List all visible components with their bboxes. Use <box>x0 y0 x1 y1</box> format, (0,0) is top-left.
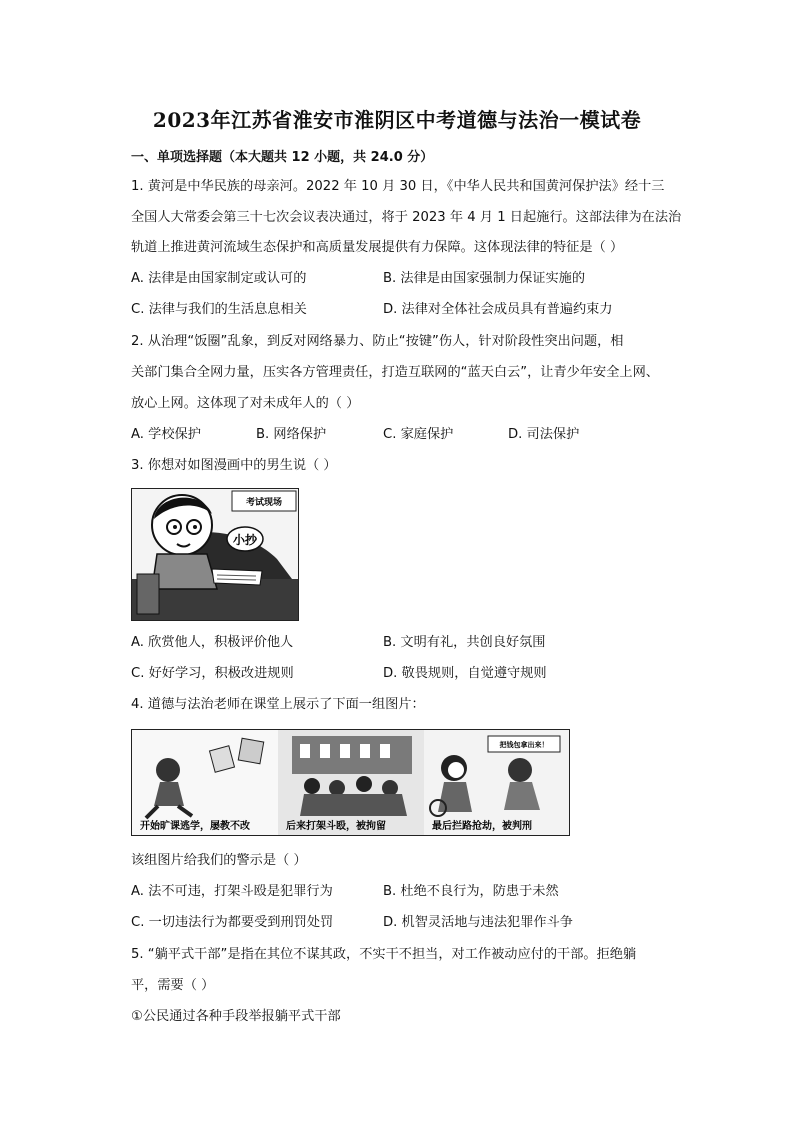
q4-option-c: C. 一切违法行为都要受到刑罚处罚 <box>131 915 334 930</box>
q3-line: 3. 你想对如图漫画中的男生说（ ） <box>131 458 337 473</box>
q1-option-b: B. 法律是由国家强制力保证实施的 <box>383 271 586 286</box>
q1-line-1: 1. 黄河是中华民族的母亲河。2022 年 10 月 30 日，《中华人民共和国黄河保护法》经十三 <box>131 179 665 194</box>
comic-caption-1: 开始旷课逃学，屡教不改 <box>140 821 250 832</box>
q1-option-a: A. 法律是由国家制定或认可的 <box>131 271 307 286</box>
comic-banner-text: 把钱包拿出来！ <box>499 741 549 749</box>
q2-option-a: A. 学校保护 <box>131 427 201 442</box>
comic-caption-2: 后来打架斗殴，被拘留 <box>286 821 386 832</box>
comic-strip-illustration <box>132 730 569 835</box>
cartoon-exam-image <box>131 488 299 621</box>
q3-option-d: D. 敬畏规则，自觉遵守规则 <box>383 666 547 681</box>
exam-sign-text: 考试现场 <box>245 498 283 508</box>
q4-prompt: 该组图片给我们的警示是（ ） <box>131 853 307 868</box>
q3-option-a: A. 欣赏他人，积极评价他人 <box>131 635 294 650</box>
q2-option-b: B. 网络保护 <box>256 427 327 442</box>
comic-strip-image <box>131 729 570 836</box>
q4-option-d: D. 机智灵活地与违法犯罪作斗争 <box>383 915 573 930</box>
q5-item-1: ①公民通过各种手段举报躺平式干部 <box>131 1009 341 1024</box>
q4-option-b: B. 杜绝不良行为，防患于未然 <box>383 884 559 899</box>
exam-title: 2023年江苏省淮安市淮阴区中考道德与法治一模试卷 <box>152 108 642 132</box>
q2-line-2: 关部门集合全网力量，压实各方管理责任，打造互联网的“蓝天白云”，让青少年安全上网、 <box>131 365 659 380</box>
q4-line: 4. 道德与法治老师在课堂上展示了下面一组图片： <box>131 697 425 712</box>
q4-option-a: A. 法不可违，打架斗殴是犯罪行为 <box>131 884 333 899</box>
note-bubble-text: 小抄 <box>232 533 258 547</box>
q2-option-c: C. 家庭保护 <box>383 427 454 442</box>
q3-option-c: C. 好好学习，积极改进规则 <box>131 666 294 681</box>
q1-line-3: 轨道上推进黄河流域生态保护和高质量发展提供有力保障。这体现法律的特征是（ ） <box>131 240 624 255</box>
q3-option-b: B. 文明有礼，共创良好氛围 <box>383 635 546 650</box>
q1-line-2: 全国人大常委会第三十七次会议表决通过，将于 2023 年 4 月 1 日起施行。这部法律为在法治 <box>131 210 682 225</box>
cartoon-exam-illustration <box>132 489 298 620</box>
q2-line-3: 放心上网。这体现了对未成年人的（ ） <box>131 396 360 411</box>
q1-option-d: D. 法律对全体社会成员具有普遍约束力 <box>383 302 613 317</box>
q1-option-c: C. 法律与我们的生活息息相关 <box>131 302 307 317</box>
q2-line-1: 2. 从治理“饭圈”乱象，到反对网络暴力、防止“按键”伤人，针对阶段性突出问题，相 <box>131 334 624 349</box>
comic-caption-3: 最后拦路抢劫，被判刑 <box>432 821 532 832</box>
q2-option-d: D. 司法保护 <box>508 427 580 442</box>
section-heading: 一、单项选择题（本大题共 12 小题，共 24.0 分） <box>131 150 434 165</box>
q5-line-1: 5. “躺平式干部”是指在其位不谋其政，不实干不担当，对工作被动应付的干部。拒绝躺 <box>131 947 637 962</box>
q5-line-2: 平，需要（ ） <box>131 978 215 993</box>
